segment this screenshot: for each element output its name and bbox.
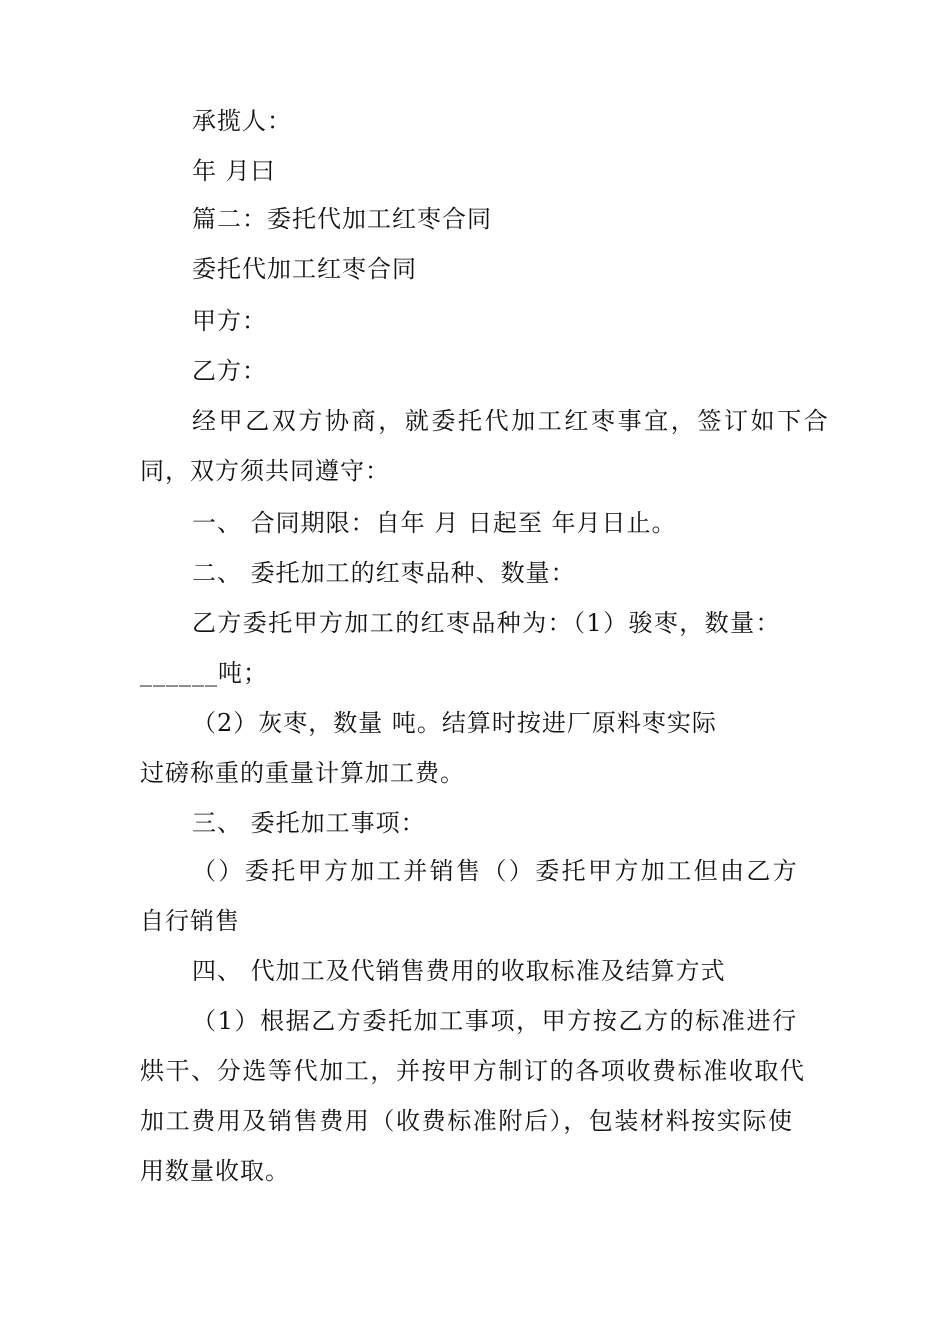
text-line: 烘干、分选等代加工，并按甲方制订的各项收费标准收取代 bbox=[140, 1057, 806, 1085]
text-line: ______吨； bbox=[140, 659, 268, 687]
text-line: 过磅称重的重量计算加工费。 bbox=[140, 759, 465, 787]
party-b-label: 乙方： bbox=[192, 357, 267, 385]
text-line: 年 月曰 bbox=[192, 157, 276, 185]
clause-heading: 四、 代加工及代销售费用的收取标准及结算方式 bbox=[192, 957, 726, 985]
text-line: 乙方委托甲方加工的红枣品种为：（1）骏枣，数量： bbox=[192, 609, 781, 637]
text-line: 加工费用及销售费用（收费标准附后），包装材料按实际使 bbox=[140, 1107, 794, 1135]
text-line: 同，双方须共同遵守： bbox=[140, 457, 390, 485]
text-line: 自行销售 bbox=[140, 907, 240, 935]
text-line: 用数量收取。 bbox=[140, 1157, 290, 1185]
clause-heading: 三、 委托加工事项： bbox=[192, 809, 426, 837]
text-line: （1）根据乙方委托加工事项，甲方按乙方的标准进行 bbox=[192, 1007, 798, 1035]
clause-heading: 一、 合同期限：自年 月 日起至 年月日止。 bbox=[192, 509, 677, 537]
text-line: （2）灰枣，数量 吨。结算时按进厂原料枣实际 bbox=[192, 709, 717, 737]
text-line: （）委托甲方加工并销售（）委托甲方加工但由乙方 bbox=[192, 857, 800, 885]
contract-title: 委托代加工红枣合同 bbox=[192, 255, 417, 283]
party-a-label: 甲方： bbox=[192, 307, 267, 335]
text-line: 承揽人： bbox=[192, 107, 292, 135]
text-line: 经甲乙双方协商，就委托代加工红枣事宜，签订如下合 bbox=[192, 407, 831, 435]
section-heading: 篇二：委托代加工红枣合同 bbox=[192, 205, 492, 233]
clause-heading: 二、 委托加工的红枣品种、数量： bbox=[192, 559, 576, 587]
